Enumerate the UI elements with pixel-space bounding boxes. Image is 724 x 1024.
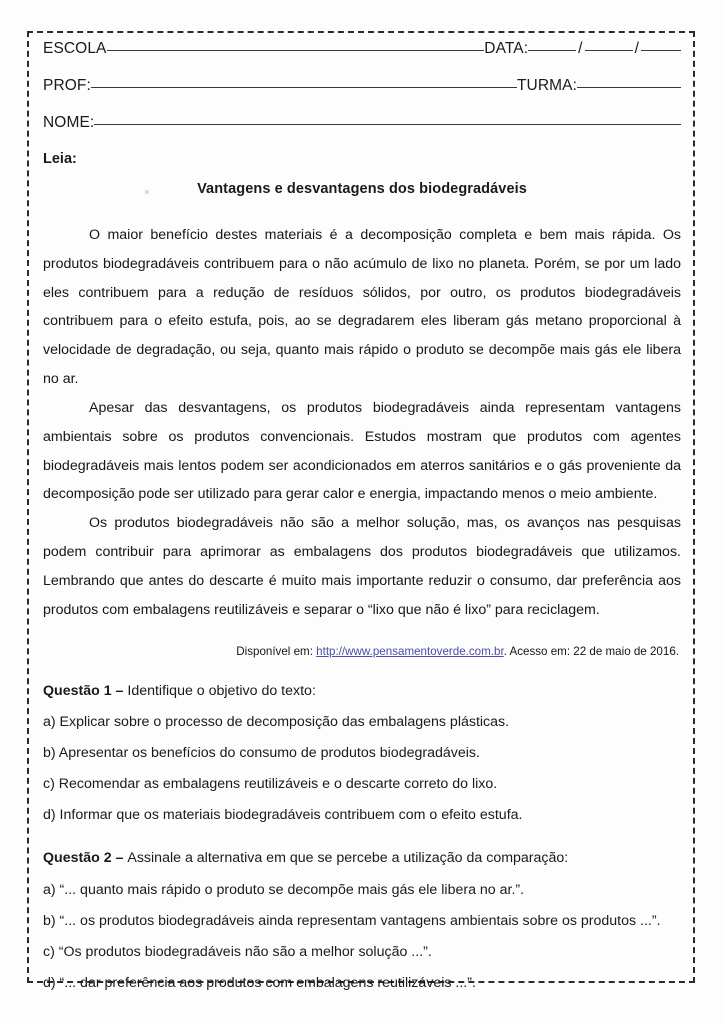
paragraph-3: Os produtos biodegradáveis não são a melhor solução, mas, os avanços nas pesquisas podem contribuir para aprimorar as embalagens dos produtos biodegradáveis que utilizamos. Lembrando que antes do descarte é muito mais importante reduzir o consumo, dar preferência aos produtos com embalagens reutilizáveis e separar o “lixo que não é lixo” para reciclagem. [43, 515, 681, 618]
nome-row [43, 114, 681, 132]
paragraph-1: O maior benefício destes materiais é a decomposição completa e bem mais rápida. Os produtos biodegradáveis contribuem para o não acúmulo de lixo no planeta. Porém, se por um lado eles contribuem para a redução de resíduos sólidos, por outro, os produtos biodegradáveis contribuem para o efeito estufa, pois, ao se degradarem eles liberam gás metano proporcional à velocidade de degradação, ou seja, quanto mais rápido o produto se decompõe mais gás ele libera no ar. [43, 227, 681, 388]
question-2-alternative-b[interactable]: b) “... os produtos biodegradáveis ainda representam vantagens ambientais sobre os produtos ...”. [43, 912, 661, 929]
question-2-alternative-c[interactable]: c) “Os produtos biodegradáveis não são a melhor solução ...”. [43, 943, 432, 960]
question-2-number: Questão 2 – [43, 850, 128, 867]
nome-input-line[interactable] [94, 124, 681, 125]
question-1-number: Questão 1 – [43, 682, 128, 699]
question-2-alternative-d[interactable]: d) “... dar preferência aos produtos com embalagens reutilizáveis ...”. [43, 975, 476, 992]
scan-speck-artifact [145, 190, 149, 194]
escola-input-line[interactable] [107, 50, 485, 51]
question-1-alternative-a[interactable]: a) Explicar sobre o processo de decomposição das embalagens plásticas. [43, 713, 510, 730]
prof-input-line[interactable] [91, 87, 517, 88]
prof-turma-row [43, 77, 681, 95]
question-1-alternative-d[interactable]: d) Informar que os materiais biodegradáveis contribuem com o efeito estufa. [43, 807, 523, 824]
worksheet-content [43, 40, 681, 993]
prof-label: PROF: [43, 77, 91, 94]
source-url-link[interactable]: http://www.pensamentoverde.com.br [316, 644, 504, 658]
nome-label: NOME: [43, 114, 95, 131]
data-year-input-line[interactable] [641, 50, 681, 51]
source-suffix: . Acesso em: 22 de maio de 2016. [503, 644, 679, 658]
data-label: DATA: [484, 40, 529, 57]
leia-label: Leia: [43, 151, 77, 167]
source-prefix: Disponível em: [236, 644, 317, 658]
paragraph-2: Apesar das desvantagens, os produtos biodegradáveis ainda representam vantagens ambientais sobre os produtos convencionais. Estudos mostram que produtos com agentes biodegradáveis mais lentos podem ser acondicionados em aterros sanitários e o gás proveniente da decomposição pode ser utilizado para gerar calor e energia, impactando menos o meio ambiente. [43, 399, 681, 503]
question-1-alternative-c[interactable]: c) Recomendar as embalagens reutilizáveis e o descarte correto do lixo. [43, 776, 498, 793]
date-separator-1: / [578, 40, 583, 57]
question-2-prompt: Assinale a alternativa em que se percebe a utilização da comparação: [127, 850, 569, 867]
question-1-alternative-b[interactable]: b) Apresentar os benefícios do consumo de produtos biodegradáveis. [43, 744, 480, 761]
escola-label: ESCOLA [43, 40, 107, 57]
question-2-stem [43, 849, 681, 868]
question-2-alternative-a[interactable]: a) “... quanto mais rápido o produto se decompõe mais gás ele libera no ar.”. [43, 881, 525, 898]
escola-data-row [43, 40, 681, 58]
question-2-block [43, 849, 681, 993]
turma-input-line[interactable] [577, 87, 681, 88]
question-1-prompt: Identifique o objetivo do texto: [127, 682, 316, 699]
source-attribution [43, 645, 681, 658]
question-1-block [43, 682, 681, 826]
data-month-input-line[interactable] [585, 50, 633, 51]
data-day-input-line[interactable] [528, 50, 576, 51]
text-title-label: Vantagens e desvantagens dos biodegradáveis [197, 181, 527, 197]
text-title [43, 181, 681, 197]
date-separator-2: / [634, 40, 639, 57]
question-1-stem [43, 682, 681, 701]
turma-label: TURMA: [516, 77, 577, 94]
